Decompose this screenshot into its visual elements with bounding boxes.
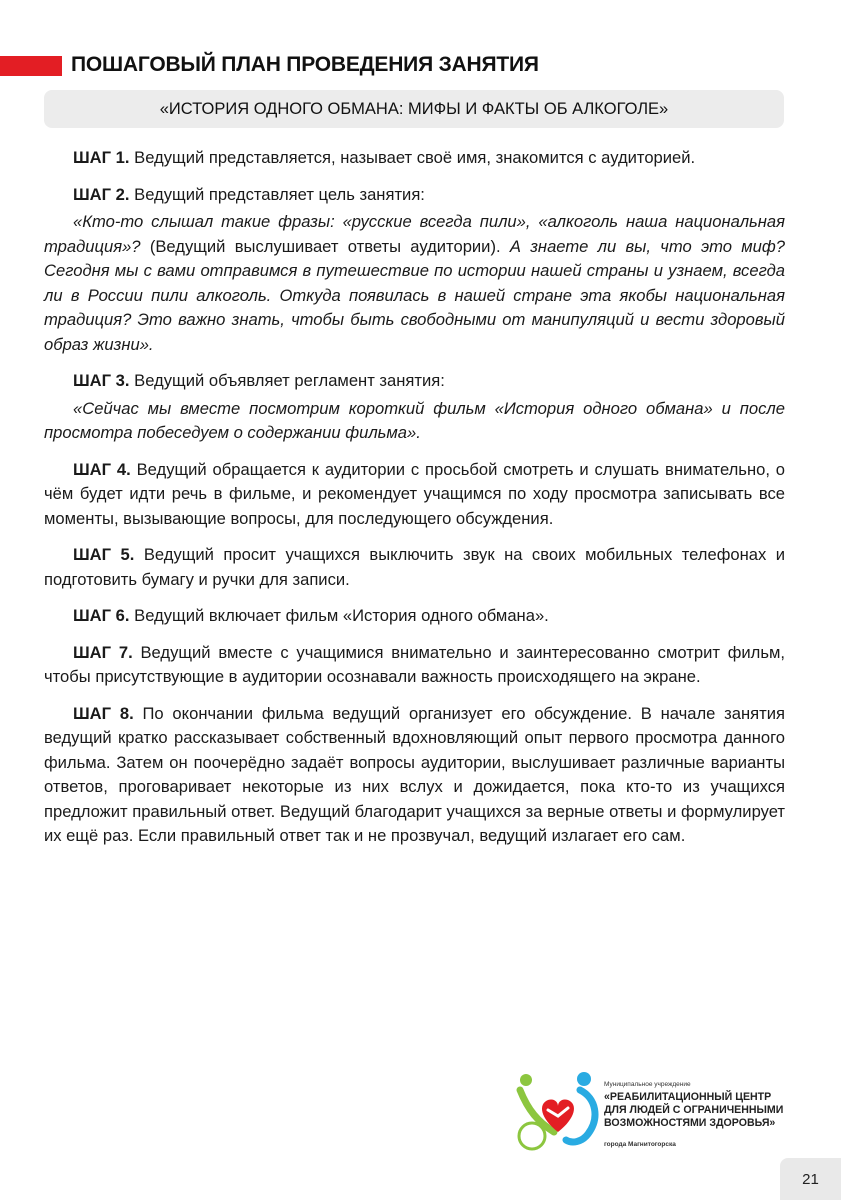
step-1 <box>44 146 785 171</box>
quote-text: «Сейчас мы вместе посмотрим короткий фильм «История одного обмана» и после просмотра побеседуем о содержании фильма». <box>44 398 785 442</box>
step-label: ШАГ 2. <box>73 184 130 204</box>
step-label: ШАГ 1. <box>73 148 130 167</box>
lesson-title: «ИСТОРИЯ ОДНОГО ОБМАНА: МИФЫ И ФАКТЫ ОБ АЛКОГОЛЕ» <box>159 99 669 118</box>
title-accent-bar <box>0 56 62 76</box>
step-7 <box>44 641 785 690</box>
step-5 <box>44 543 785 592</box>
step-text: Ведущий объявляет регламент занятия: <box>129 371 445 390</box>
quote-plain-text: (Ведущий выслушивает ответы аудитории). <box>140 236 510 256</box>
page-number: 21 <box>802 1170 819 1188</box>
step-label: ШАГ 4. <box>73 459 131 479</box>
step-3-quote <box>44 397 785 446</box>
org-name-line: ВОЗМОЖНОСТЯМИ ЗДОРОВЬЯ» <box>604 1116 776 1129</box>
step-text: Ведущий вместе с учащимися внимательно и заинтересованно смотрит фильм, чтобы присутствующие в аудитории осознавали важность происходящего на экране. <box>44 642 786 686</box>
quote-text: А знаете ли вы, что это миф? Сегодня мы с вами отправимся в путешествие по истории нашей страны и узнаем, всегда ли в России пили алкоголь. Откуда появилась в нашей стране эта якобы национальная традиция? Это важно знать, чтобы быть свободными от манипуляций и вести здоровый образ жизни». <box>44 236 786 354</box>
rehab-center-logo-icon <box>514 1070 600 1156</box>
step-text: Ведущий включает фильм «История одного обмана». <box>129 606 549 625</box>
org-type: Муниципальное учреждение <box>604 1081 691 1088</box>
step-text: По окончании фильма ведущий организует его обсуждение. В начале занятия ведущий кратко рассказывает собственный вдохновляющий опыт первого просмотра данного фильма. Затем он поочерёдно задаёт вопросы аудитории, выслушивает различные варианты ответов, проговаривает некоторые из них вслух и дожидается, пока кто-то из учащихся предложит правильный ответ. Ведущий благодарит учащихся за верные ответы и формулирует их ещё раз. Если правильный ответ так и не прозвучал, ведущий излагает его сам. <box>44 703 786 845</box>
step-text: Ведущий обращается к аудитории с просьбой смотреть и слушать внимательно, о чём будет идти речь в фильме, и рекомендует учащимся по ходу просмотра записывать все моменты, вызывающие вопросы, для последующего обсуждения. <box>44 459 786 528</box>
page-number-tab <box>780 1158 841 1200</box>
step-2-quote <box>44 210 785 357</box>
step-label: ШАГ 5. <box>73 545 135 564</box>
step-2 <box>44 183 785 208</box>
page-title: ПОШАГОВЫЙ ПЛАН ПРОВЕДЕНИЯ ЗАНЯТИЯ <box>71 53 539 76</box>
org-logo-block <box>514 1068 814 1158</box>
step-text: Ведущий представляется, называет своё имя, знакомится с аудиторией. <box>129 148 696 167</box>
org-name-line: ДЛЯ ЛЮДЕЙ С ОГРАНИЧЕННЫМИ <box>604 1103 784 1116</box>
step-text: Ведущий просит учащихся выключить звук на своих мобильных телефонах и подготовить бумагу и ручки для записи. <box>44 545 786 589</box>
org-city: города Магнитогорска <box>604 1141 676 1148</box>
step-3 <box>44 369 785 394</box>
org-name <box>604 1091 783 1129</box>
step-text: Ведущий представляет цель занятия: <box>129 184 425 204</box>
org-name-line: «РЕАБИЛИТАЦИОННЫЙ ЦЕНТР <box>604 1091 772 1103</box>
quote-text: «Кто-то слышал такие фразы: «русские всегда пили», «алкоголь наша национальная традиция»? <box>44 212 785 256</box>
step-label: ШАГ 6. <box>73 606 130 625</box>
steps-body <box>44 146 785 861</box>
lesson-title-box <box>44 90 784 128</box>
step-8 <box>44 702 785 849</box>
step-label: ШАГ 8. <box>73 703 134 723</box>
step-6 <box>44 604 785 629</box>
step-label: ШАГ 7. <box>73 642 133 662</box>
step-4 <box>44 458 785 532</box>
step-label: ШАГ 3. <box>73 371 130 390</box>
